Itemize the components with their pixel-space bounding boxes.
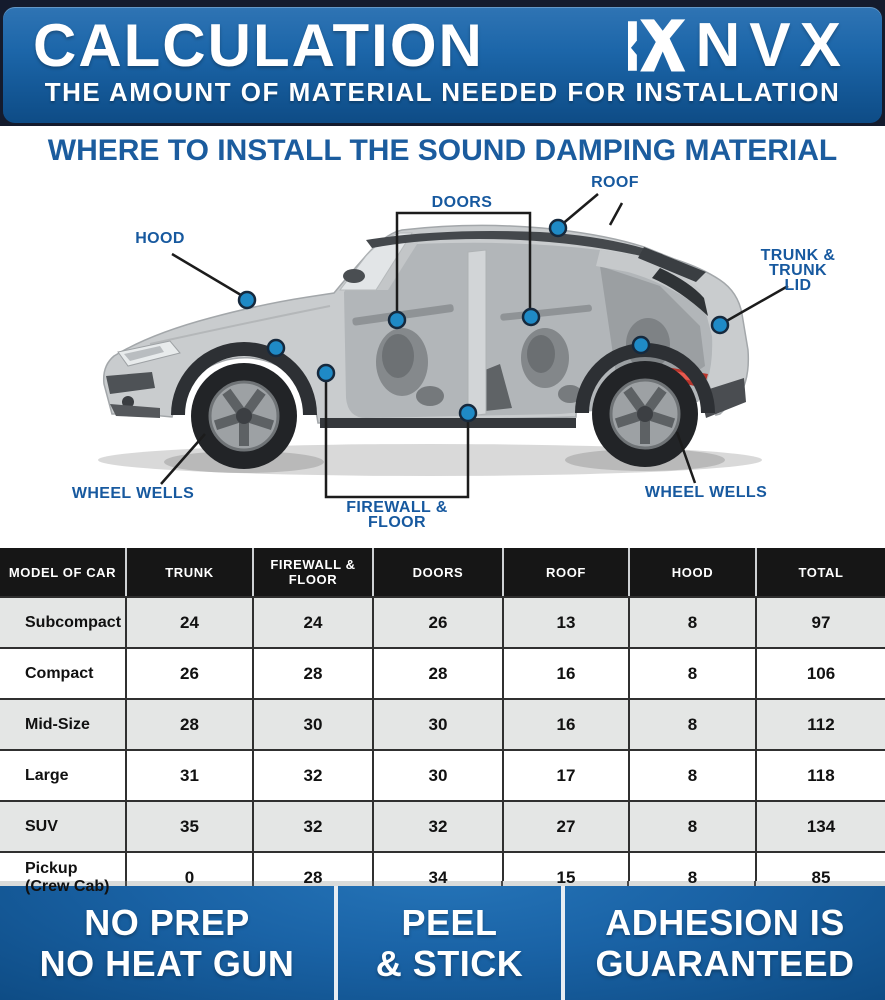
label-wheel-wells-left: WHEEL WELLS (71, 485, 195, 502)
value-cell: 8 (629, 852, 756, 902)
model-cell: Compact (0, 648, 126, 699)
value-cell: 0 (126, 852, 253, 902)
table-row (0, 597, 885, 648)
marker-dot-roof (550, 220, 566, 236)
label-hood: HOOD (135, 230, 185, 247)
nvx-x-monogram-icon (628, 19, 690, 73)
table-row (0, 750, 885, 801)
nvx-logo-text: NVX (695, 11, 850, 80)
material-table-section (0, 548, 885, 895)
value-cell: 97 (756, 597, 885, 648)
label-roof: ROOF (591, 174, 639, 191)
diagram-title: WHERE TO INSTALL THE SOUND DAMPING MATERIAL (47, 134, 838, 167)
value-cell: 28 (373, 648, 503, 699)
value-cell: 26 (373, 597, 503, 648)
label-trunk: TRUNK & TRUNK LID (760, 247, 836, 294)
header-banner (0, 0, 885, 126)
value-cell: 8 (629, 750, 756, 801)
value-cell: 15 (503, 852, 629, 902)
marker-dot-rear-door (523, 309, 539, 325)
value-cell: 31 (126, 750, 253, 801)
value-cell: 34 (373, 852, 503, 902)
value-cell: 16 (503, 699, 629, 750)
value-cell: 30 (373, 750, 503, 801)
value-cell: 85 (756, 852, 885, 902)
header-panel (3, 7, 882, 123)
footer-claim-no-prep: NO PREP NO HEAT GUN (39, 902, 295, 984)
label-wheel-wells-right: WHEEL WELLS (644, 484, 768, 501)
value-cell: 32 (373, 801, 503, 852)
col-header-hood: HOOD (629, 548, 756, 597)
value-cell: 134 (756, 801, 885, 852)
install-location-diagram (0, 126, 885, 548)
marker-dot-front-door (389, 312, 405, 328)
value-cell: 8 (629, 597, 756, 648)
col-header-trunk: TRUNK (126, 548, 253, 597)
marker-dot-firewall (318, 365, 334, 381)
model-cell: SUV (0, 801, 126, 852)
page-title: CALCULATION (33, 12, 484, 79)
label-doors: DOORS (431, 194, 493, 211)
value-cell: 106 (756, 648, 885, 699)
col-header-doors: DOORS (373, 548, 503, 597)
value-cell: 30 (373, 699, 503, 750)
model-cell: Pickup (Crew Cab) (0, 852, 126, 902)
model-cell: Large (0, 750, 126, 801)
value-cell: 28 (253, 852, 373, 902)
col-header-model: MODEL OF CAR (0, 548, 126, 597)
value-cell: 118 (756, 750, 885, 801)
header-subtitle: THE AMOUNT OF MATERIAL NEEDED FOR INSTALLATION (44, 77, 841, 107)
col-header-roof: ROOF (503, 548, 629, 597)
value-cell: 35 (126, 801, 253, 852)
marker-dot-front-wheel-well (268, 340, 284, 356)
marker-dot-floor (460, 405, 476, 421)
value-cell: 17 (503, 750, 629, 801)
value-cell: 13 (503, 597, 629, 648)
value-cell: 16 (503, 648, 629, 699)
value-cell: 24 (253, 597, 373, 648)
model-cell: Subcompact (0, 597, 126, 648)
table-row (0, 699, 885, 750)
table-header-row (0, 548, 885, 597)
col-header-total: TOTAL (756, 548, 885, 597)
value-cell: 32 (253, 750, 373, 801)
value-cell: 24 (126, 597, 253, 648)
value-cell: 8 (629, 699, 756, 750)
value-cell: 112 (756, 699, 885, 750)
nvx-logo (628, 11, 850, 80)
model-cell: Mid-Size (0, 699, 126, 750)
table-row (0, 801, 885, 852)
marker-dot-rear-wheel-well (633, 337, 649, 353)
value-cell: 28 (253, 648, 373, 699)
col-header-firewall-floor: FIREWALL & FLOOR (253, 548, 373, 597)
value-cell: 8 (629, 648, 756, 699)
marker-dot-hood (239, 292, 255, 308)
footer-claim-peel-stick: PEEL & STICK (334, 886, 561, 1000)
footer-claim-adhesion: ADHESION IS GUARANTEED (561, 886, 885, 1000)
rear-wheel (592, 361, 698, 467)
value-cell: 27 (503, 801, 629, 852)
value-cell: 32 (253, 801, 373, 852)
material-table (0, 548, 885, 902)
footer-banner (0, 886, 885, 1000)
table-row (0, 648, 885, 699)
value-cell: 30 (253, 699, 373, 750)
front-wheel (191, 363, 297, 469)
value-cell: 28 (126, 699, 253, 750)
label-firewall-floor: FIREWALL & FLOOR (346, 499, 448, 531)
value-cell: 8 (629, 801, 756, 852)
marker-dot-trunk (712, 317, 728, 333)
value-cell: 26 (126, 648, 253, 699)
